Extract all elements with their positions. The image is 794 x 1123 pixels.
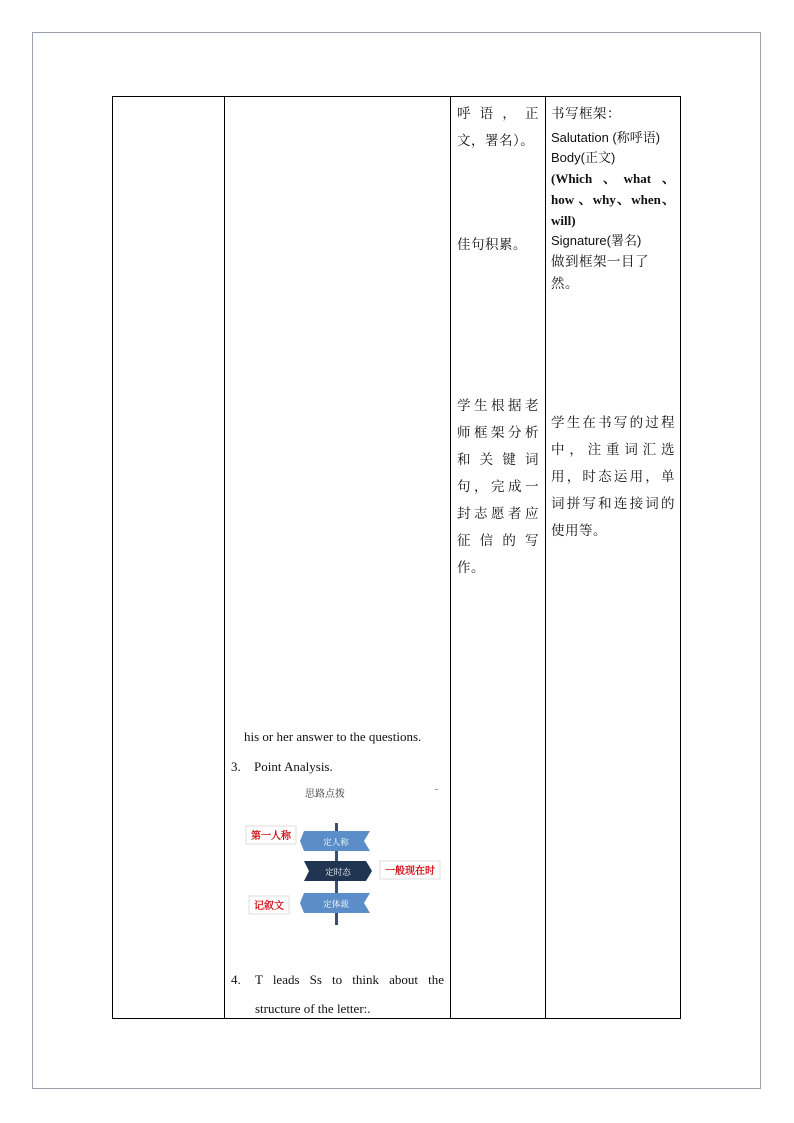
label-first-person (246, 826, 296, 844)
writing-framework-block (551, 101, 675, 295)
list-item-point-analysis (231, 759, 444, 780)
list-number: 3. (231, 759, 241, 774)
list-item-text: Point Analysis. (254, 759, 333, 774)
body-line: Body(正文) (551, 150, 616, 165)
list-number: 4. (231, 972, 241, 987)
list-item-text-line1: T leads Ss to think about the (255, 972, 444, 987)
svg-text:定人称: 定人称 (323, 838, 349, 848)
activity-cell-framework: 呼语，正文，署名）。 (457, 106, 539, 149)
body-question-words: (Which 、what 、how 、why、when、will) (551, 171, 675, 228)
svg-text:第一人称: 第一人称 (251, 831, 291, 842)
column-divider (545, 97, 546, 1018)
activity-cell-writing: 学生根据老师框架分析和关键词句，完成一封志愿者应征信的写作。 (457, 398, 539, 576)
sign-person (300, 831, 370, 851)
svg-text:一般现在时: 一般现在时 (385, 866, 435, 877)
activity-cell-sentences: 佳句积累。 (457, 237, 527, 253)
writing-framework-heading: 书写框架： (551, 106, 621, 122)
column-divider (450, 97, 451, 1018)
intent-cell-writing: 学生在书写的过程中，注重词汇选用，时态运用，单词拼写和连接词的使用等。 (551, 415, 675, 539)
idea-signpost-diagram (244, 785, 444, 930)
label-present-tense (380, 861, 440, 879)
diagram-title: 思路点拨 (305, 789, 345, 800)
signature-line: Signature(署名) (551, 233, 642, 248)
svg-text:定时态: 定时态 (325, 868, 351, 878)
column-divider (224, 97, 225, 1018)
salutation-line: Salutation (称呼语) (551, 130, 661, 145)
svg-text:记叙文: 记叙文 (254, 901, 284, 912)
label-narrative (249, 896, 289, 914)
sign-tense (304, 861, 372, 881)
decor-dash (435, 789, 438, 790)
list-item-text-line2: structure of the letter:. (255, 1001, 371, 1016)
sign-genre (300, 893, 370, 913)
signpost-graphic (244, 785, 444, 930)
svg-text:定体裁: 定体裁 (323, 900, 349, 910)
framework-summary: 做到框架一目了然。 (551, 254, 649, 292)
answer-line: his or her answer to the questions. (244, 729, 422, 744)
list-item-structure (231, 972, 444, 993)
